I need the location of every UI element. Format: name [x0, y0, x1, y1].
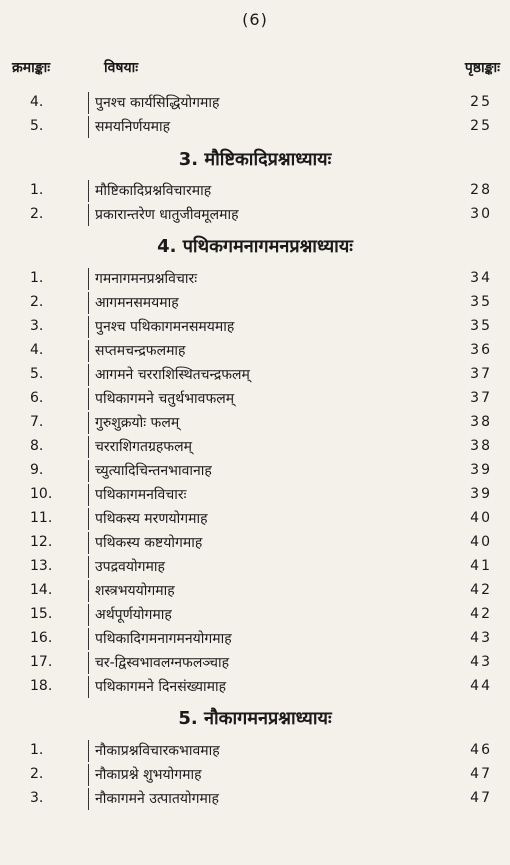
entry-title: पथिकादिगमनागमनयोगमाह: [88, 628, 232, 650]
toc-row: [0, 340, 510, 364]
entry-page: 37: [470, 366, 492, 382]
entry-number: 3.: [30, 318, 44, 334]
entry-page: 30: [470, 206, 492, 222]
entry-title: पथिकस्य मरणयोगमाह: [88, 508, 208, 530]
toc-row: [0, 508, 510, 532]
entry-title: प्रकारान्तरेण धातुजीवमूलमाह: [88, 204, 239, 226]
entry-number: 2.: [30, 206, 44, 222]
entry-page: 34: [470, 270, 492, 286]
entry-title: चर-द्विस्वभावलग्नफलञ्चाह: [88, 652, 229, 674]
entry-number: 16.: [30, 630, 53, 646]
entry-title: नौकागमने उत्पातयोगमाह: [88, 788, 219, 810]
entry-page: 43: [470, 630, 492, 646]
entry-number: 18.: [30, 678, 53, 694]
entry-page: 35: [470, 294, 492, 310]
toc-row: [0, 628, 510, 652]
entry-title: अर्थपूर्णयोगमाह: [88, 604, 172, 626]
entry-number: 2.: [30, 766, 44, 782]
toc-row: [0, 292, 510, 316]
entry-number: 10.: [30, 486, 53, 502]
entry-number: 5.: [30, 366, 44, 382]
entry-title: पथिकागमने चतुर्थभावफलम्: [88, 388, 234, 410]
entry-title: सप्तमचन्द्रफलमाह: [88, 340, 186, 362]
entry-title: मौष्टिकादिप्रश्नविचारमाह: [88, 180, 211, 202]
entry-page: 25: [470, 118, 492, 134]
entry-page: 43: [470, 654, 492, 670]
toc-row: [0, 436, 510, 460]
entry-number: 12.: [30, 534, 53, 550]
entry-page: 47: [470, 766, 492, 782]
entry-page: 38: [470, 438, 492, 454]
entry-title: नौकाप्रश्ने शुभयोगमाह: [88, 764, 202, 786]
entry-number: 13.: [30, 558, 53, 574]
toc-row: [0, 204, 510, 228]
entry-title: गमनागमनप्रश्नविचारः: [88, 268, 197, 290]
entry-page: 44: [470, 678, 492, 694]
entry-number: 9.: [30, 462, 44, 478]
entry-title: चरराशिगतग्रहफलम्: [88, 436, 192, 458]
entry-page: 41: [470, 558, 492, 574]
entry-number: 8.: [30, 438, 44, 454]
toc-row: [0, 92, 510, 116]
entry-title: पुनश्च कार्यसिद्धियोगमाह: [88, 92, 219, 114]
toc-row: [0, 116, 510, 140]
toc-row: [0, 604, 510, 628]
entry-page: 39: [470, 462, 492, 478]
entry-title: च्युत्यादिचिन्तनभावानाह: [88, 460, 212, 482]
entry-number: 5.: [30, 118, 44, 134]
page-number: (6): [242, 10, 268, 29]
entry-number: 14.: [30, 582, 53, 598]
toc-row: [0, 652, 510, 676]
entry-page: 40: [470, 534, 492, 550]
toc-row: [0, 316, 510, 340]
entry-number: 1.: [30, 270, 44, 286]
entry-number: 11.: [30, 510, 53, 526]
section-heading: 3. मौष्टिकादिप्रश्नाध्यायः: [178, 149, 332, 170]
entry-page: 46: [470, 742, 492, 758]
entry-page: 47: [470, 790, 492, 806]
entry-page: 25: [470, 94, 492, 110]
toc-row: [0, 388, 510, 412]
entry-number: 17.: [30, 654, 53, 670]
entry-title: शस्त्रभययोगमाह: [88, 580, 175, 602]
entry-page: 36: [470, 342, 492, 358]
toc-row: [0, 788, 510, 812]
entry-title: गुरुशुक्रयोः फलम्: [88, 412, 179, 434]
entry-page: 39: [470, 486, 492, 502]
entry-page: 37: [470, 390, 492, 406]
section-heading: 4. पथिकगमनागमनप्रश्नाध्यायः: [157, 236, 353, 257]
toc-row: [0, 484, 510, 508]
entry-number: 4.: [30, 94, 44, 110]
entry-title: समयनिर्णयमाह: [88, 116, 170, 138]
toc-row: [0, 764, 510, 788]
toc-row: [0, 740, 510, 764]
entry-page: 28: [470, 182, 492, 198]
entry-page: 38: [470, 414, 492, 430]
subject-header: विषयाः: [104, 60, 139, 76]
toc-row: [0, 580, 510, 604]
toc-row: [0, 556, 510, 580]
page-header: पृष्ठाङ्काः: [464, 60, 500, 76]
entry-title: पथिकस्य कष्टयोगमाह: [88, 532, 202, 554]
entry-number: 7.: [30, 414, 44, 430]
entry-page: 42: [470, 582, 492, 598]
entry-number: 1.: [30, 182, 44, 198]
toc-row: [0, 532, 510, 556]
entry-title: आगमनसमयमाह: [88, 292, 179, 314]
entry-title: पथिकागमनविचारः: [88, 484, 186, 506]
entry-number: 4.: [30, 342, 44, 358]
entry-page: 35: [470, 318, 492, 334]
entry-title: उपद्रवयोगमाह: [88, 556, 165, 578]
entry-number: 1.: [30, 742, 44, 758]
toc-row: [0, 180, 510, 204]
toc-row: [0, 268, 510, 292]
entry-number: 2.: [30, 294, 44, 310]
entry-number: 6.: [30, 390, 44, 406]
entry-number: 15.: [30, 606, 53, 622]
entry-page: 40: [470, 510, 492, 526]
entry-title: नौकाप्रश्नविचारकभावमाह: [88, 740, 220, 762]
entry-title: पथिकागमने दिनसंख्यामाह: [88, 676, 226, 698]
entry-number: 3.: [30, 790, 44, 806]
toc-row: [0, 460, 510, 484]
section-heading: 5. नौकागमनप्रश्नाध्यायः: [178, 708, 332, 729]
entry-title: पुनश्च पथिकागमनसमयमाह: [88, 316, 234, 338]
toc-row: [0, 412, 510, 436]
toc-row: [0, 676, 510, 700]
entry-title: आगमने चरराशिस्थितचन्द्रफलम्: [88, 364, 250, 386]
serial-header: क्रमाङ्काः: [12, 60, 51, 76]
entry-page: 42: [470, 606, 492, 622]
toc-row: [0, 364, 510, 388]
